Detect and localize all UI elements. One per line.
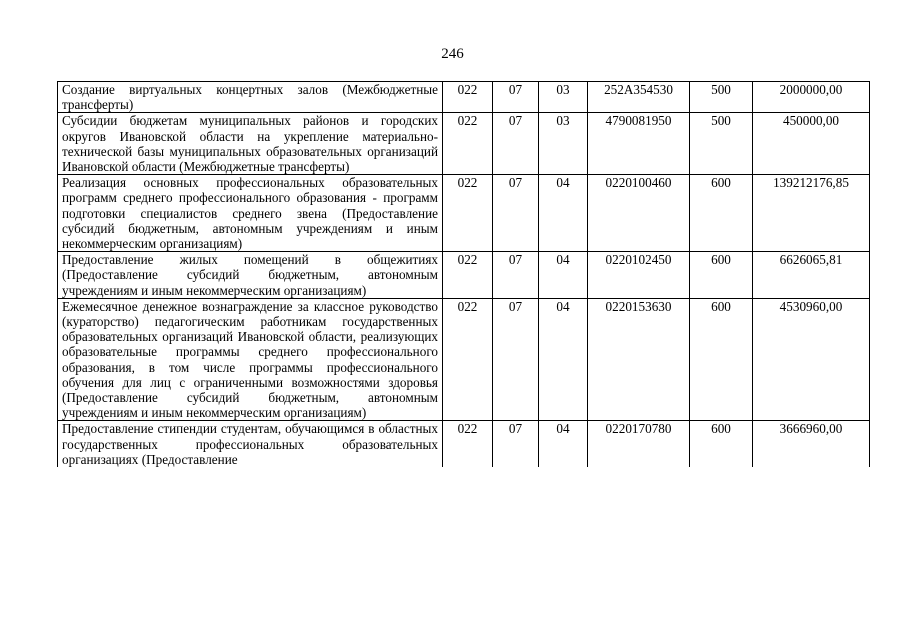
table-row <box>58 82 870 113</box>
row-target-article-code: 0220153630 <box>588 298 690 421</box>
table-row <box>58 252 870 299</box>
row-name: Ежемесячное денежное вознаграждение за классное руководство (кураторство) педагогическим работникам государственных образовательных организаций Ивановской области, реализующих образовательные программы среднего профессионального образования, в том числе программы профессионального обучения для лиц с ограниченными возможностями здоровья (Предоставление субсидий бюджетным, автономным учреждениям и иным некоммерческим организациям) <box>58 298 443 421</box>
row-subsection-code: 04 <box>539 298 588 421</box>
row-name: Создание виртуальных концертных залов (Межбюджетные трансферты) <box>58 82 443 113</box>
row-expense-type-code: 600 <box>690 421 753 467</box>
row-amount: 2000000,00 <box>753 82 870 113</box>
row-section-code: 07 <box>493 421 539 467</box>
table-row <box>58 175 870 252</box>
row-grbs-code: 022 <box>443 252 493 299</box>
row-expense-type-code: 600 <box>690 252 753 299</box>
table-row <box>58 421 870 467</box>
row-amount: 6626065,81 <box>753 252 870 299</box>
row-section-code: 07 <box>493 82 539 113</box>
table-row <box>58 298 870 421</box>
page-number: 246 <box>441 46 464 62</box>
row-section-code: 07 <box>493 175 539 252</box>
row-target-article-code: 0220170780 <box>588 421 690 467</box>
row-amount: 450000,00 <box>753 113 870 175</box>
row-target-article-code: 0220102450 <box>588 252 690 299</box>
row-amount: 4530960,00 <box>753 298 870 421</box>
row-target-article-code: 252A354530 <box>588 82 690 113</box>
row-grbs-code: 022 <box>443 298 493 421</box>
row-amount: 139212176,85 <box>753 175 870 252</box>
row-name: Предоставление стипендии студентам, обучающимся в областных государственных профессиональных образовательных организациях (Предоставление <box>58 421 443 467</box>
row-expense-type-code: 500 <box>690 113 753 175</box>
row-name: Субсидии бюджетам муниципальных районов и городских округов Ивановской области на укрепление материально-технической базы муниципальных образовательных организаций Ивановской области (Межбюджетные трансферты) <box>58 113 443 175</box>
row-grbs-code: 022 <box>443 113 493 175</box>
row-target-article-code: 0220100460 <box>588 175 690 252</box>
row-section-code: 07 <box>493 252 539 299</box>
row-section-code: 07 <box>493 113 539 175</box>
row-subsection-code: 03 <box>539 82 588 113</box>
row-grbs-code: 022 <box>443 175 493 252</box>
row-expense-type-code: 600 <box>690 298 753 421</box>
table-row <box>58 113 870 175</box>
row-subsection-code: 04 <box>539 252 588 299</box>
row-grbs-code: 022 <box>443 421 493 467</box>
row-name: Предоставление жилых помещений в общежитиях (Предоставление субсидий бюджетным, автономным учреждениям и иным некоммерческим организациям) <box>58 252 443 299</box>
row-name: Реализация основных профессиональных образовательных программ среднего профессионального образования - программ подготовки специалистов среднего звена (Предоставление субсидий бюджетным, автономным учреждениям и иным некоммерческим организациям) <box>58 175 443 252</box>
row-expense-type-code: 600 <box>690 175 753 252</box>
row-amount: 3666960,00 <box>753 421 870 467</box>
row-grbs-code: 022 <box>443 82 493 113</box>
row-expense-type-code: 500 <box>690 82 753 113</box>
row-subsection-code: 03 <box>539 113 588 175</box>
row-target-article-code: 4790081950 <box>588 113 690 175</box>
row-subsection-code: 04 <box>539 421 588 467</box>
row-section-code: 07 <box>493 298 539 421</box>
row-subsection-code: 04 <box>539 175 588 252</box>
budget-table <box>57 81 870 467</box>
